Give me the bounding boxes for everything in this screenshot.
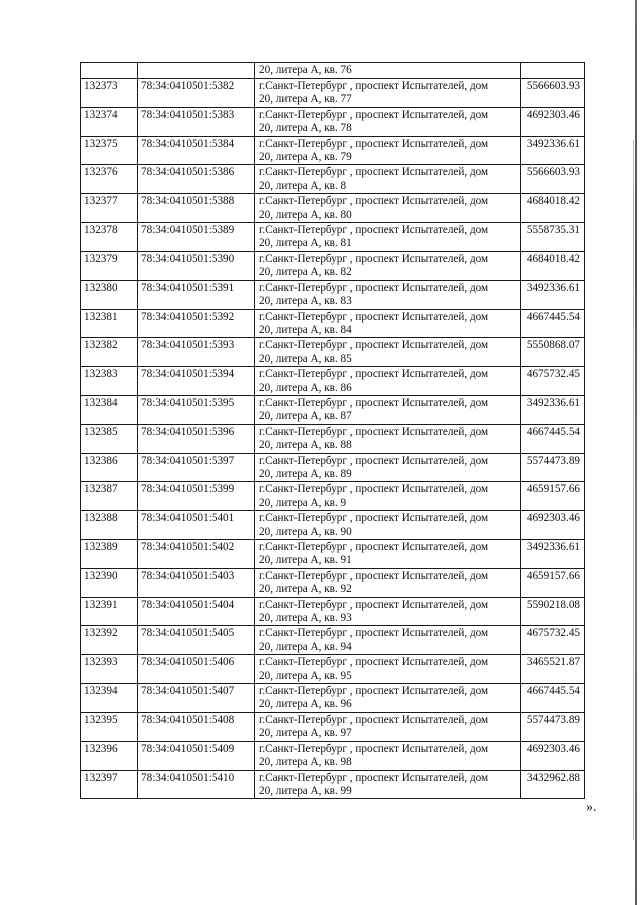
- address-cell: [255, 107, 521, 136]
- address-line-2: 20, литера А, кв. 98: [259, 756, 352, 769]
- table-row: [81, 194, 585, 223]
- cadastral-value-cell: 4667445.54: [521, 684, 585, 713]
- cadastral-value-cell: [521, 63, 585, 79]
- address-cell: [255, 568, 521, 597]
- row-number-cell: 132395: [81, 712, 138, 741]
- cadastral-number-cell: 78:34:0410501:5392: [138, 309, 255, 338]
- property-registry-table: [80, 62, 585, 799]
- address-line-1: г.Санкт-Петербург , проспект Испытателей, дом: [259, 541, 489, 553]
- row-number-cell: 132378: [81, 223, 138, 252]
- address-line-2: 20, литера А, кв. 8: [259, 179, 347, 192]
- address-line-1: г.Санкт-Петербург , проспект Испытателей, дом: [259, 281, 489, 294]
- cadastral-number-cell: 78:34:0410501:5382: [138, 79, 255, 108]
- table-row: [81, 568, 585, 597]
- cadastral-value-cell: 5574473.89: [521, 712, 585, 741]
- row-number-cell: 132397: [81, 770, 138, 799]
- row-number-cell: 132387: [81, 482, 138, 511]
- table-row: [81, 367, 585, 396]
- row-number-cell: 132375: [81, 136, 138, 165]
- address-line-1: г.Санкт-Петербург , проспект Испытателей, дом: [259, 108, 489, 121]
- table-row: [81, 107, 585, 136]
- address-cell: [255, 424, 521, 453]
- row-number-cell: 132393: [81, 655, 138, 684]
- cadastral-value-cell: 5558735.31: [521, 223, 585, 252]
- address-line-1: г.Санкт-Петербург , проспект Испытателей, дом: [259, 224, 489, 237]
- address-line-1: г.Санкт-Петербург , проспект Испытателей, дом: [259, 656, 489, 669]
- table-row: [81, 453, 585, 482]
- row-number-cell: 132396: [81, 741, 138, 770]
- cadastral-number-cell: 78:34:0410501:5384: [138, 136, 255, 165]
- cadastral-number-cell: [138, 63, 255, 79]
- address-cell: [255, 136, 521, 165]
- cadastral-number-cell: 78:34:0410501:5409: [138, 741, 255, 770]
- cadastral-number-cell: 78:34:0410501:5395: [138, 395, 255, 424]
- cadastral-value-cell: 4692303.46: [521, 107, 585, 136]
- address-cell: [255, 251, 521, 280]
- address-line-2: 20, литера А, кв. 81: [259, 237, 352, 250]
- table-row: [81, 165, 585, 194]
- address-line-2: 20, литера А, кв. 90: [259, 525, 352, 538]
- address-cell: [255, 280, 521, 309]
- address-line-2: 20, литера А, кв. 9: [259, 496, 347, 509]
- cadastral-number-cell: 78:34:0410501:5389: [138, 223, 255, 252]
- cadastral-value-cell: 3465521.87: [521, 655, 585, 684]
- continuation-row: [81, 63, 585, 79]
- table-row: [81, 626, 585, 655]
- cadastral-value-cell: 4659157.66: [521, 482, 585, 511]
- row-number-cell: 132394: [81, 684, 138, 713]
- address-cell: [255, 626, 521, 655]
- address-line-1: г.Санкт-Петербург , проспект Испытателей, дом: [259, 627, 489, 640]
- cadastral-value-cell: 4667445.54: [521, 309, 585, 338]
- cadastral-number-cell: 78:34:0410501:5390: [138, 251, 255, 280]
- address-line-2: 20, литера А, кв. 77: [259, 93, 352, 106]
- cadastral-value-cell: 4675732.45: [521, 626, 585, 655]
- cadastral-number-cell: 78:34:0410501:5383: [138, 107, 255, 136]
- address-cell: [255, 655, 521, 684]
- table-row: [81, 280, 585, 309]
- address-line-2: 20, литера А, кв. 91: [259, 554, 352, 567]
- table-row: [81, 684, 585, 713]
- cadastral-number-cell: 78:34:0410501:5404: [138, 597, 255, 626]
- cadastral-number-cell: 78:34:0410501:5405: [138, 626, 255, 655]
- table-row: [81, 597, 585, 626]
- address-line-2: 20, литера А, кв. 95: [259, 669, 352, 682]
- address-cell: [255, 684, 521, 713]
- row-number-cell: 132376: [81, 165, 138, 194]
- cadastral-number-cell: 78:34:0410501:5408: [138, 712, 255, 741]
- address-cell: [255, 770, 521, 799]
- address-cell: [255, 395, 521, 424]
- cadastral-number-cell: 78:34:0410501:5403: [138, 568, 255, 597]
- cadastral-number-cell: 78:34:0410501:5397: [138, 453, 255, 482]
- row-number-cell: 132391: [81, 597, 138, 626]
- cadastral-value-cell: 5590218.08: [521, 597, 585, 626]
- cadastral-number-cell: 78:34:0410501:5393: [138, 338, 255, 367]
- cadastral-number-cell: 78:34:0410501:5410: [138, 770, 255, 799]
- table-row: [81, 770, 585, 799]
- address-line-2: 20, литера А, кв. 82: [259, 266, 352, 279]
- address-line-2: 20, литера А, кв. 97: [259, 727, 352, 740]
- cadastral-value-cell: 3492336.61: [521, 280, 585, 309]
- address-line-2: 20, литера А, кв. 85: [259, 352, 352, 365]
- address-line-1: г.Санкт-Петербург , проспект Испытателей, дом: [259, 166, 489, 179]
- table-row: [81, 338, 585, 367]
- cadastral-value-cell: 5566603.93: [521, 79, 585, 108]
- cadastral-number-cell: 78:34:0410501:5402: [138, 540, 255, 569]
- address-cell: [255, 597, 521, 626]
- address-cell: [255, 309, 521, 338]
- row-number-cell: [81, 63, 138, 79]
- cadastral-value-cell: 4659157.66: [521, 568, 585, 597]
- address-line-2: 20, литера А, кв. 86: [259, 381, 352, 394]
- cadastral-value-cell: 5566603.93: [521, 165, 585, 194]
- address-line-1: г.Санкт-Петербург , проспект Испытателей, дом: [259, 512, 489, 525]
- cadastral-number-cell: 78:34:0410501:5401: [138, 511, 255, 540]
- address-cell: [255, 165, 521, 194]
- address-line-1: г.Санкт-Петербург , проспект Испытателей, дом: [259, 742, 489, 755]
- table-row: [81, 482, 585, 511]
- row-number-cell: 132382: [81, 338, 138, 367]
- cadastral-value-cell: 3432962.88: [521, 770, 585, 799]
- cadastral-number-cell: 78:34:0410501:5406: [138, 655, 255, 684]
- cadastral-value-cell: 4667445.54: [521, 424, 585, 453]
- table-row: [81, 251, 585, 280]
- row-number-cell: 132385: [81, 424, 138, 453]
- address-line-2: 20, литера А, кв. 79: [259, 151, 352, 164]
- address-cell: [255, 540, 521, 569]
- address-cell: [255, 63, 521, 79]
- scan-page-edge-shadow: [633, 140, 634, 840]
- table-row: [81, 309, 585, 338]
- row-number-cell: 132392: [81, 626, 138, 655]
- address-cell: [255, 338, 521, 367]
- row-number-cell: 132377: [81, 194, 138, 223]
- cadastral-number-cell: 78:34:0410501:5391: [138, 280, 255, 309]
- address-line-2: 20, литера А, кв. 83: [259, 295, 352, 308]
- address-line-2: 20, литера А, кв. 89: [259, 467, 352, 480]
- address-line-2: 20, литера А, кв. 99: [259, 784, 352, 797]
- cadastral-number-cell: 78:34:0410501:5386: [138, 165, 255, 194]
- cadastral-number-cell: 78:34:0410501:5396: [138, 424, 255, 453]
- address-cell: [255, 223, 521, 252]
- address-line-2: 20, литера А, кв. 87: [259, 410, 352, 423]
- address-line-2: 20, литера А, кв. 78: [259, 122, 352, 135]
- cadastral-number-cell: 78:34:0410501:5407: [138, 684, 255, 713]
- table-row: [81, 511, 585, 540]
- table-row: [81, 424, 585, 453]
- row-number-cell: 132388: [81, 511, 138, 540]
- cadastral-value-cell: 3492336.61: [521, 395, 585, 424]
- table-row: [81, 741, 585, 770]
- row-number-cell: 132380: [81, 280, 138, 309]
- address-line-2: 20, литера А, кв. 94: [259, 640, 352, 653]
- cadastral-value-cell: 3492336.61: [521, 540, 585, 569]
- address-line-1: г.Санкт-Петербург , проспект Испытателей, дом: [259, 685, 489, 698]
- address-line-2: 20, литера А, кв. 96: [259, 698, 352, 711]
- row-number-cell: 132390: [81, 568, 138, 597]
- cadastral-number-cell: 78:34:0410501:5394: [138, 367, 255, 396]
- cadastral-value-cell: 4675732.45: [521, 367, 585, 396]
- address-line-1: г.Санкт-Петербург , проспект Испытателей, дом: [259, 569, 489, 582]
- cadastral-number-cell: 78:34:0410501:5388: [138, 194, 255, 223]
- table-row: [81, 395, 585, 424]
- address-line-2: 20, литера А, кв. 93: [259, 612, 352, 625]
- row-number-cell: 132379: [81, 251, 138, 280]
- address-line-1: г.Санкт-Петербург , проспект Испытателей, дом: [259, 252, 489, 265]
- cadastral-number-cell: 78:34:0410501:5399: [138, 482, 255, 511]
- cadastral-value-cell: 4684018.42: [521, 194, 585, 223]
- address-line-2: 20, литера А, кв. 88: [259, 439, 352, 452]
- address-line-1: г.Санкт-Петербург , проспект Испытателей, дом: [259, 368, 489, 381]
- cadastral-value-cell: 5550868.07: [521, 338, 585, 367]
- address-line-1: г.Санкт-Петербург , проспект Испытателей, дом: [259, 425, 489, 438]
- address-line-1: г.Санкт-Петербург , проспект Испытателей, дом: [259, 713, 489, 726]
- address-cell: [255, 79, 521, 108]
- cadastral-value-cell: 4692303.46: [521, 511, 585, 540]
- cadastral-value-cell: 4692303.46: [521, 741, 585, 770]
- row-number-cell: 132389: [81, 540, 138, 569]
- registry-table-body: [81, 63, 585, 799]
- address-line-2: 20, литера А, кв. 76: [259, 64, 352, 76]
- address-line-1: г.Санкт-Петербург , проспект Испытателей, дом: [259, 195, 489, 208]
- address-cell: [255, 712, 521, 741]
- scan-page-edge: [635, 0, 637, 905]
- address-cell: [255, 194, 521, 223]
- address-cell: [255, 741, 521, 770]
- address-line-1: г.Санкт-Петербург , проспект Испытателей, дом: [259, 310, 489, 323]
- row-number-cell: 132384: [81, 395, 138, 424]
- address-line-2: 20, литера А, кв. 92: [259, 583, 352, 596]
- row-number-cell: 132381: [81, 309, 138, 338]
- table-row: [81, 136, 585, 165]
- address-line-1: г.Санкт-Петербург , проспект Испытателей, дом: [259, 483, 489, 496]
- table-row: [81, 79, 585, 108]
- table-row: [81, 655, 585, 684]
- address-line-1: г.Санкт-Петербург , проспект Испытателей, дом: [259, 771, 489, 784]
- address-line-1: г.Санкт-Петербург , проспект Испытателей, дом: [259, 396, 489, 409]
- cadastral-value-cell: 3492336.61: [521, 136, 585, 165]
- address-line-1: г.Санкт-Петербург , проспект Испытателей, дом: [259, 137, 489, 150]
- table-row: [81, 223, 585, 252]
- address-line-1: г.Санкт-Петербург , проспект Испытателей, дом: [259, 598, 489, 611]
- address-line-1: г.Санкт-Петербург , проспект Испытателей, дом: [259, 339, 489, 352]
- row-number-cell: 132373: [81, 79, 138, 108]
- cadastral-value-cell: 4684018.42: [521, 251, 585, 280]
- address-cell: [255, 511, 521, 540]
- address-line-1: г.Санкт-Петербург , проспект Испытателей, дом: [259, 454, 489, 467]
- address-cell: [255, 482, 521, 511]
- address-line-2: 20, литера А, кв. 84: [259, 323, 352, 336]
- cadastral-value-cell: 5574473.89: [521, 453, 585, 482]
- address-line-2: 20, литера А, кв. 80: [259, 208, 352, 221]
- row-number-cell: 132383: [81, 367, 138, 396]
- row-number-cell: 132374: [81, 107, 138, 136]
- address-cell: [255, 453, 521, 482]
- row-number-cell: 132386: [81, 453, 138, 482]
- table-row: [81, 540, 585, 569]
- address-cell: [255, 367, 521, 396]
- address-line-1: г.Санкт-Петербург , проспект Испытателей, дом: [259, 80, 489, 92]
- table-row: [81, 712, 585, 741]
- closing-quote-mark: ».: [586, 800, 597, 815]
